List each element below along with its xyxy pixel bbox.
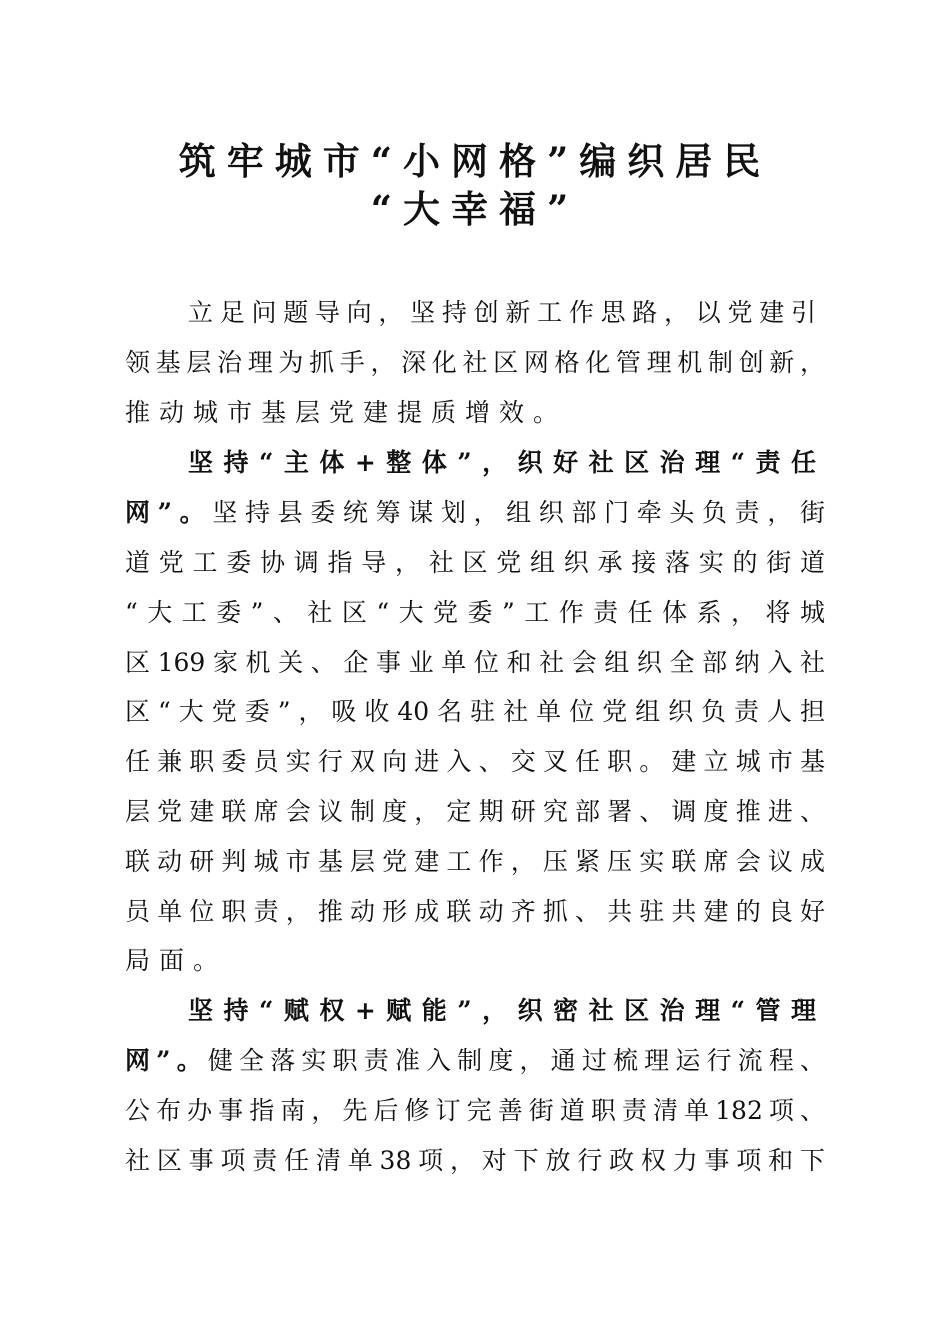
section-2-heading-end: 网”。 [125,1046,208,1075]
section-2-text: 健全落实职责准入制度，通过梳理运行流程、 [207,1046,825,1075]
section-1-line: “大工委”、社区“大党委”工作责任体系，将城 [125,598,825,627]
section-1-line: 任兼职委员实行双向进入、交叉任职。建立城市基 [125,747,825,776]
section-2-line: 社区事项责任清单38项，对下放行政权力事项和下 [125,1146,825,1175]
document-title-line-2: “大幸福” [370,187,580,231]
paragraph-1-line: 立足问题导向，坚持创新工作思路，以党建引 [188,298,816,327]
section-1-line: 层党建联席会议制度，定期研究部署、调度推进、 [125,797,825,826]
section-1-text: 坚持县委统筹谋划，组织部门牵头负责，街 [212,498,825,527]
section-1-line: 局面。 [125,946,228,975]
section-1-heading-end: 网”。 [125,498,213,527]
section-1-line-mixed [125,493,825,533]
section-1-line: 员单位职责，推动形成联动齐抓、共驻共建的良好 [125,897,825,926]
section-2-line-mixed [125,1041,825,1081]
section-2-line: 公布办事指南，先后修订完善街道职责清单182项、 [125,1096,825,1125]
section-2-heading: 坚持“赋权+赋能”，织密社区治理“管理 [188,996,816,1025]
paragraph-1-line: 推动城市基层党建提质增效。 [125,398,568,427]
section-1-heading: 坚持“主体+整体”，织好社区治理“责任 [188,448,816,477]
paragraph-1-line: 领基层治理为抓手，深化社区网格化管理机制创新， [125,348,825,377]
section-1-line: 区“大党委”，吸收40名驻社单位党组织负责人担 [125,697,825,726]
section-1-line: 道党工委协调指导，社区党组织承接落实的街道 [125,548,825,577]
section-1-line: 联动研判城市基层党建工作，压紧压实联席会议成 [125,847,825,876]
document-title-line-1: 筑牢城市“小网格”编织居民 [178,139,772,183]
section-1-line: 区169家机关、企事业单位和社会组织全部纳入社 [125,648,825,677]
